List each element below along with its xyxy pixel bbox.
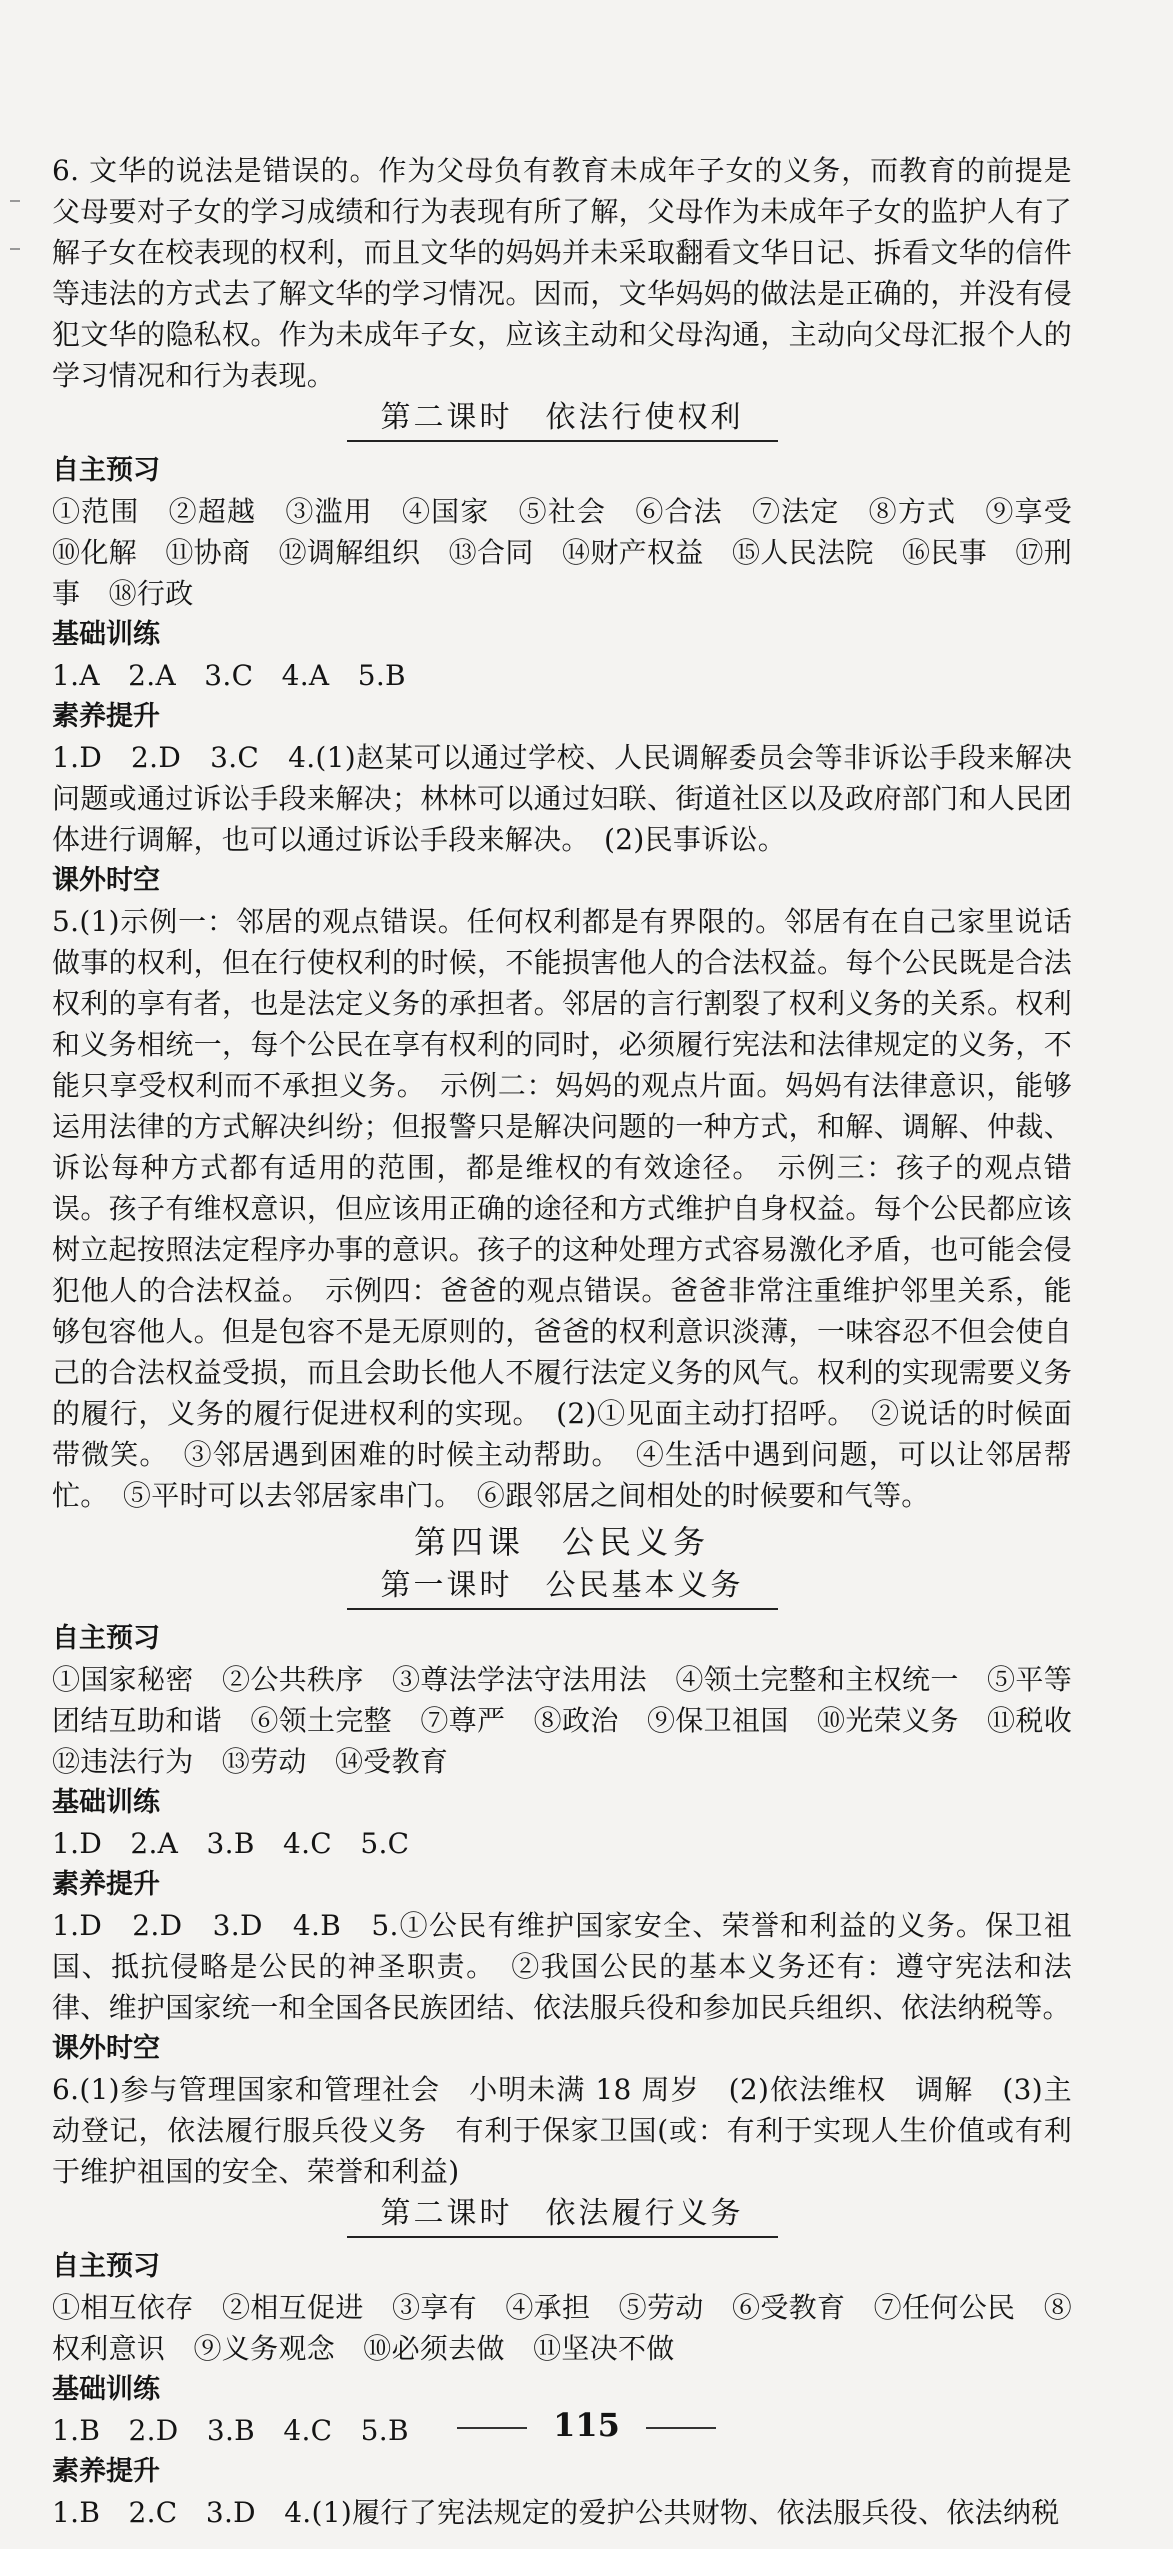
answer-page (52, 150, 1101, 2533)
label-extracurricular: 课外时空 (52, 2033, 160, 2064)
section-title-exercise-rights: 第二课时 依法行使权利 (52, 400, 1072, 442)
margin-mark (10, 200, 20, 202)
label-extracurricular: 课外时空 (52, 865, 160, 896)
lesson-title: 第四课 公民义务 (413, 1523, 710, 1561)
answers-improvement: 1.D 2.D 3.D 4.B 5.①公民有维护国家安全、荣誉和利益的义务。保卫祖国、抵抗侵略是公民的神圣职责。 ②我国公民的基本义务还有：遵守宪法和法律、维护国家统一和全国各民族团结、依法服兵役和参加民兵组织、依法纳税等。 (52, 1909, 1072, 2024)
answers-basic-training: 1.D 2.A 3.B 4.C 5.C (52, 1827, 410, 1860)
answer-q6: 6. 文华的说法是错误的。作为父母负有教育未成年子女的义务，而教育的前提是父母要对子女的学习成绩和行为表现有所了解，父母作为未成年子女的监护人有了解子女在校表现的权利，而且文华的妈妈并未采取翻看文华日记、拆看文华的信件等违法的方式去了解文华的学习情况。因而，文华妈妈的做法是正确的，并没有侵犯文华的隐私权。作为未成年子女，应该主动和父母沟通，主动向父母汇报个人的学习情况和行为表现。 (52, 154, 1072, 392)
margin-mark (10, 248, 20, 250)
answers-preview: ①相互依存 ②相互促进 ③享有 ④承担 ⑤劳动 ⑥受教育 ⑦任何公民 ⑧权利意识 ⑨义务观念 ⑩必须去做 ⑪坚决不做 (52, 2291, 1072, 2365)
label-preview: 自主预习 (52, 455, 160, 486)
label-basic-training: 基础训练 (52, 2374, 160, 2405)
page-number-rule (457, 2427, 527, 2429)
answers-basic-training: 1.B 2.D 3.B 4.C 5.B (52, 2414, 409, 2447)
label-preview: 自主预习 (52, 2251, 160, 2282)
label-preview: 自主预习 (52, 1623, 160, 1654)
label-improvement: 素养提升 (52, 1869, 160, 1900)
answers-preview: ①国家秘密 ②公共秩序 ③尊法学法守法用法 ④领土完整和主权统一 ⑤平等团结互助和谐 ⑥领土完整 ⑦尊严 ⑧政治 ⑨保卫祖国 ⑩光荣义务 ⑪税收 ⑫违法行为 ⑬劳动 ⑭受教育 (52, 1663, 1101, 1778)
page-number-rule (646, 2427, 716, 2429)
answers-improvement: 1.B 2.C 3.D 4.(1)履行了宪法规定的爱护公共财物、依法服兵役、依法纳税 (52, 2496, 1060, 2529)
section-title-fulfil-duties: 第二课时 依法履行义务 (52, 2196, 1072, 2238)
label-improvement: 素养提升 (52, 701, 160, 732)
page-number: 115 (0, 2406, 1173, 2444)
answers-improvement: 1.D 2.D 3.C 4.(1)赵某可以通过学校、人民调解委员会等非诉讼手段来解决问题或通过诉讼手段来解决；林林可以通过妇联、街道社区以及政府部门和人民团体进行调解，也可以通过诉讼手段来解决。 (2)民事诉讼。 (52, 741, 1072, 856)
label-basic-training: 基础训练 (52, 619, 160, 650)
answers-basic-training: 1.A 2.A 3.C 4.A 5.B (52, 659, 406, 692)
answers-extracurricular: 6.(1)参与管理国家和管理社会 小明未满 18 周岁 (2)依法维权 调解 (3)主动登记，依法履行服兵役义务 有利于保家卫国(或：有利于实现人生价值或有利于维护祖国的安全、荣誉和利益) (52, 2073, 1072, 2188)
answers-preview: ①范围 ②超越 ③滥用 ④国家 ⑤社会 ⑥合法 ⑦法定 ⑧方式 ⑨享受 ⑩化解 ⑪协商 ⑫调解组织 ⑬合同 ⑭财产权益 ⑮人民法院 ⑯民事 ⑰刑事 ⑱行政 (52, 495, 1101, 610)
section-title-basic-duties: 第一课时 公民基本义务 (52, 1568, 1072, 1610)
label-basic-training: 基础训练 (52, 1787, 160, 1818)
label-improvement: 素养提升 (52, 2456, 160, 2487)
answers-extracurricular: 5.(1)示例一：邻居的观点错误。任何权利都是有界限的。邻居有在自己家里说话做事的权利，但在行使权利的时候，不能损害他人的合法权益。每个公民既是合法权利的享有者，也是法定义务的承担者。邻居的言行割裂了权利义务的关系。权利和义务相统一，每个公民在享有权利的同时，必须履行宪法和法律规定的义务，不能只享受权利而不承担义务。 示例二：妈妈的观点片面。妈妈有法律意识，能够运用法律的方式解决纠纷；但报警只是解决问题的一种方式，和解、调解、仲裁、诉讼每种方式都有适用的范围，都是维权的有效途径。 示例三：孩子的观点错误。孩子有维权意识，但应该用正确的途径和方式维护自身权益。每个公民都应该树立起按照法定程序办事的意识。孩子的这种处理方式容易激化矛盾，也可能会侵犯他人的合法权益。 示例四：爸爸的观点错误。爸爸非常注重维护邻里关系，能够包容他人。但是包容不是无原则的，爸爸的权利意识淡薄，一味容忍不但会使自己的合法权益受损，而且会助长他人不履行法定义务的风气。权利的实现需要义务的履行，义务的履行促进权利的实现。 (2)①见面主动打招呼。 ②说话的时候面带微笑。 ③邻居遇到困难的时候主动帮助。 ④生活中遇到问题，可以让邻居帮忙。 ⑤平时可以去邻居家串门。 ⑥跟邻居之间相处的时候要和气等。 (52, 905, 1072, 1512)
